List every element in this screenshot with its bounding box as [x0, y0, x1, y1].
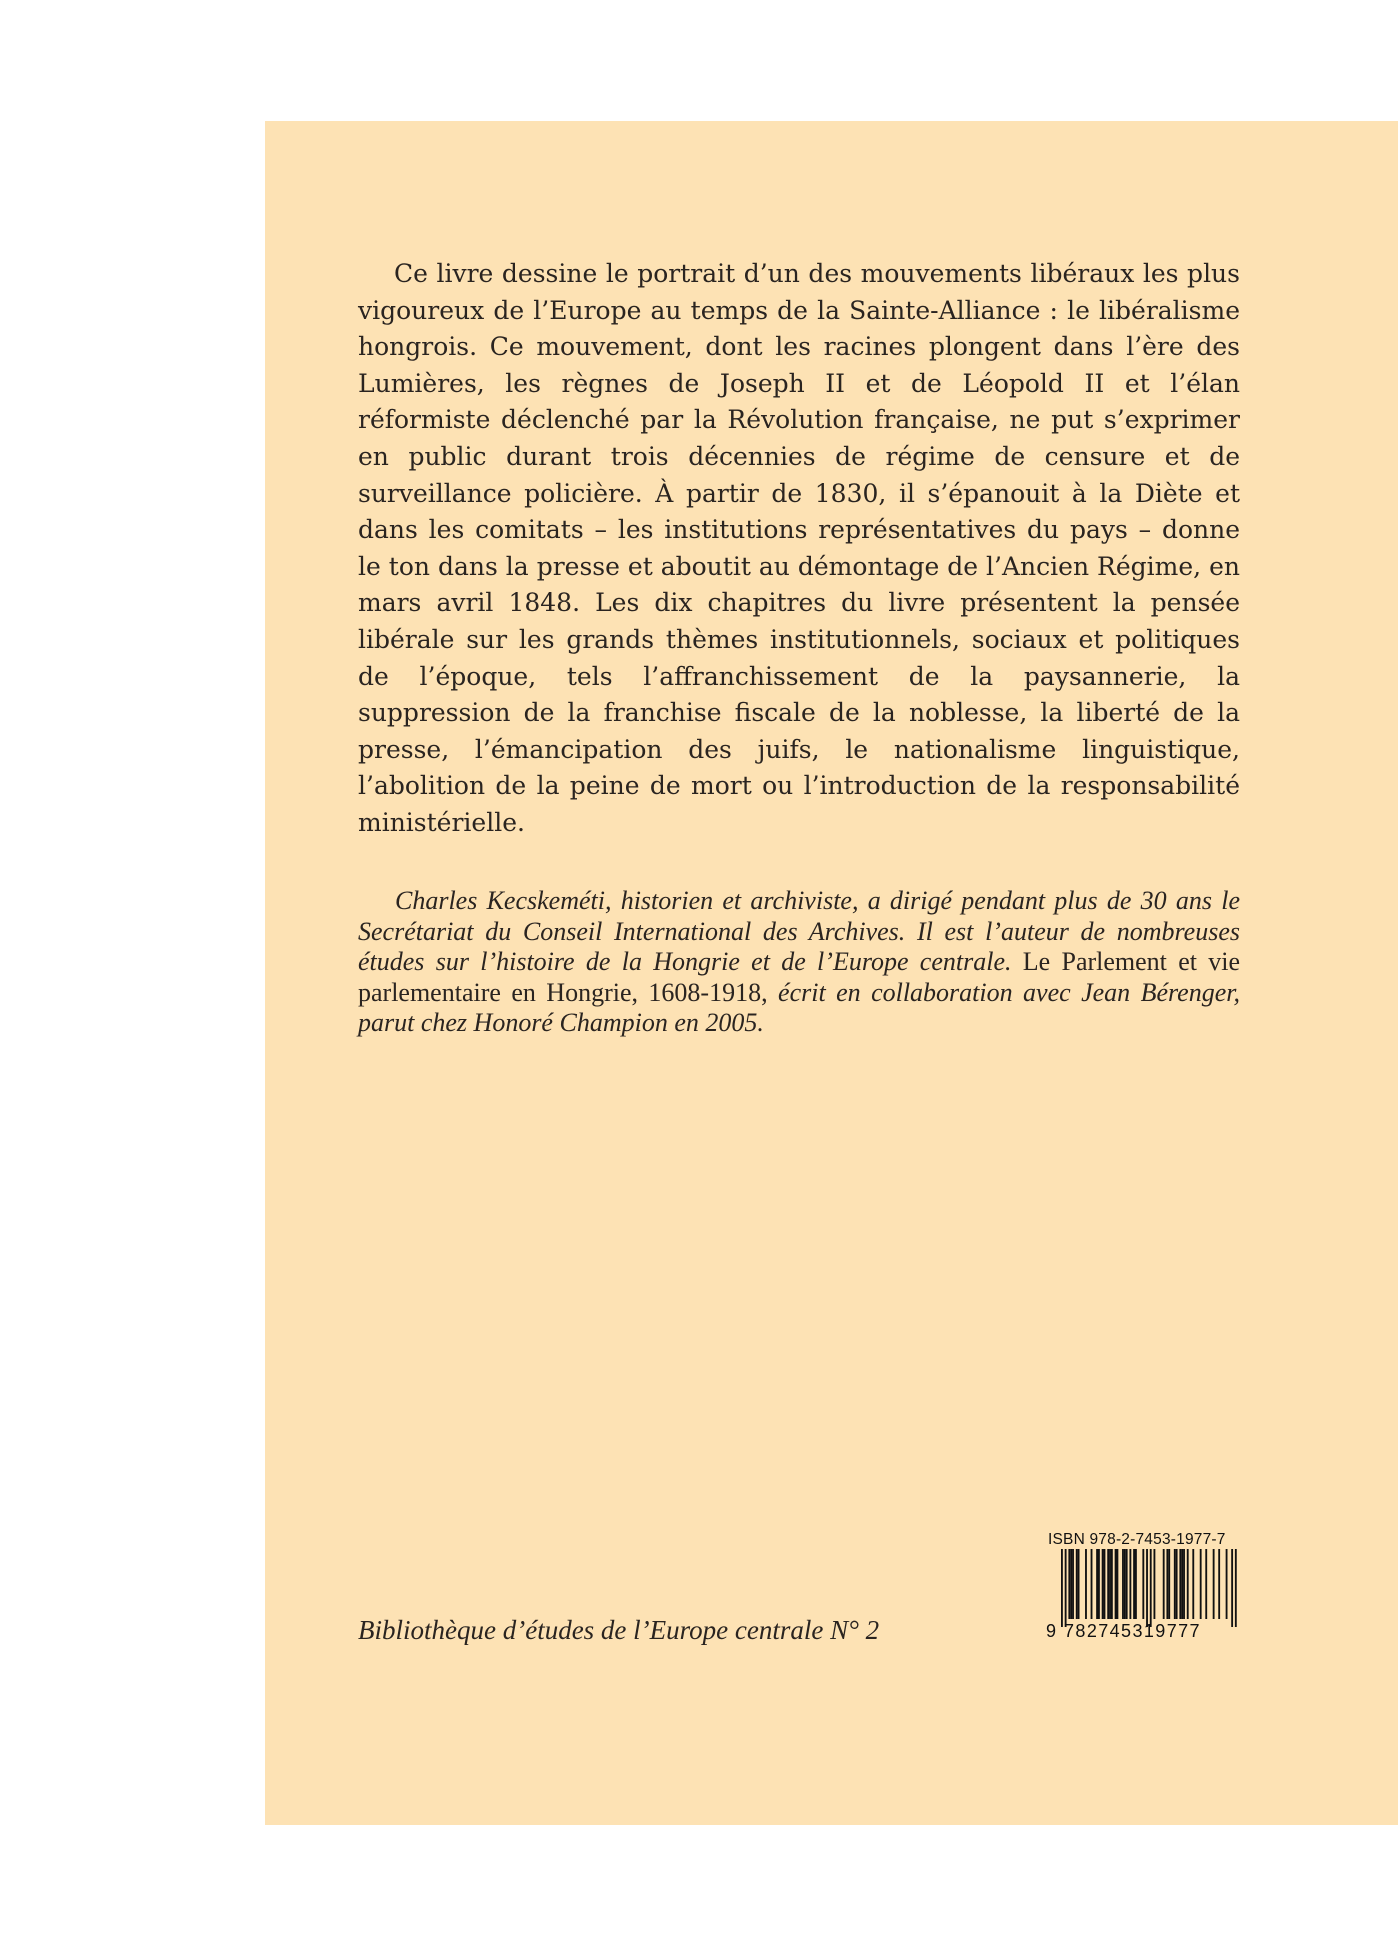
- barcode-bar: [1096, 1549, 1098, 1619]
- barcode-bar: [1154, 1549, 1156, 1619]
- barcode-bar: [1111, 1549, 1113, 1619]
- barcode-bar: [1117, 1549, 1119, 1619]
- barcode-first-digit: 9: [1046, 1621, 1057, 1641]
- barcode-bar: [1150, 1549, 1152, 1627]
- barcode-bar: [1109, 1549, 1111, 1619]
- barcode-bar: [1235, 1549, 1237, 1627]
- barcode-bar: [1061, 1549, 1063, 1627]
- barcode-bar: [1181, 1549, 1183, 1619]
- barcode-bar: [1174, 1549, 1176, 1619]
- barcode-bar: [1179, 1549, 1181, 1619]
- barcode-bar: [1098, 1549, 1100, 1619]
- barcode-bar: [1091, 1549, 1093, 1619]
- barcode-bar: [1133, 1549, 1135, 1619]
- author-biography: [358, 886, 1240, 1039]
- related-book-title: Le Parlement et vie parlementaire en Hongrie, 1608-1918,: [358, 947, 1241, 1007]
- author-bio-end: écrit en collaboration avec Jean Bérenger, parut chez Honoré Champion en 2005.: [358, 977, 1240, 1038]
- barcode-bar: [1200, 1549, 1202, 1619]
- barcode-bar: [1122, 1549, 1124, 1619]
- barcode-bar: [1078, 1549, 1080, 1619]
- barcode-bar: [1135, 1549, 1137, 1619]
- barcode-bar: [1072, 1549, 1074, 1619]
- barcode-bar: [1085, 1549, 1087, 1619]
- barcode-bar: [1107, 1549, 1109, 1619]
- barcode-icon: [1046, 1549, 1244, 1627]
- barcode-bar: [1115, 1549, 1117, 1619]
- barcode-bar: [1124, 1549, 1126, 1619]
- barcode-bar: [1192, 1549, 1194, 1619]
- barcode-bar: [1102, 1549, 1104, 1619]
- barcode-bar: [1129, 1549, 1131, 1619]
- barcode-bar: [1142, 1549, 1144, 1619]
- barcode-bar: [1146, 1549, 1148, 1627]
- barcode-bar: [1126, 1549, 1128, 1619]
- isbn-barcode: [1046, 1531, 1244, 1656]
- barcode-bar: [1065, 1549, 1067, 1627]
- barcode-bar: [1070, 1549, 1072, 1619]
- barcode-bar: [1076, 1549, 1078, 1619]
- barcode-bar: [1187, 1549, 1189, 1619]
- barcode-bar: [1068, 1549, 1070, 1619]
- author-bio-intro: Charles Kecskeméti, historien et archiviste, a dirigé pendant plus de 30 ans le Secrétariat du Conseil International des Archives. Il est l’auteur de nombreuses études sur l’histoire de la Hongrie et de l’Europe centrale.: [358, 886, 1240, 977]
- book-description: Ce livre dessine le portrait d’un des mouvements libéraux les plus vigoureux de l’Europe au temps de la Sainte-Alliance : le libéralisme hongrois. Ce mouvement, dont les racines plongent dans l’ère des Lumières, les règnes de Joseph II et de Léopold II et l’élan réformiste déclenché par la Révolution française, ne put s’exprimer en public durant trois décennies de régime de censure et de surveillance policière. À partir de 1830, il s’épanouit à la Diète et dans les comitats – les institutions représentatives du pays – donne le ton dans la presse et aboutit au démontage de l’Ancien Régime, en mars avril 1848. Les dix chapitres du livre présentent la pensée libérale sur les grands thèmes institutionnels, sociaux et politiques de l’époque, tels l’affranchissement de la paysannerie, la suppression de la franchise fiscale de la noblesse, la liberté de la presse, l’émancipation des juifs, le nationalisme linguistique, l’abolition de la peine de mort ou l’introduction de la responsabilité ministérielle.: [358, 259, 1240, 837]
- barcode-bar: [1218, 1549, 1220, 1619]
- barcode-bar: [1168, 1549, 1170, 1619]
- barcode-digits: 782745319777: [1064, 1621, 1201, 1641]
- barcode-bar: [1104, 1549, 1106, 1619]
- barcode-bar: [1231, 1549, 1233, 1627]
- barcode-bar: [1166, 1549, 1168, 1619]
- barcode-bar: [1205, 1549, 1207, 1619]
- barcode-bar: [1183, 1549, 1185, 1619]
- isbn-label: ISBN 978-2-7453-1977-7: [1048, 1531, 1226, 1548]
- barcode-bar: [1226, 1549, 1228, 1619]
- barcode-bar: [1213, 1549, 1215, 1619]
- barcode-bar: [1176, 1549, 1178, 1619]
- barcode-bar: [1163, 1549, 1165, 1619]
- series-title: Bibliothèque d’études de l’Europe centrale N° 2: [358, 1615, 880, 1645]
